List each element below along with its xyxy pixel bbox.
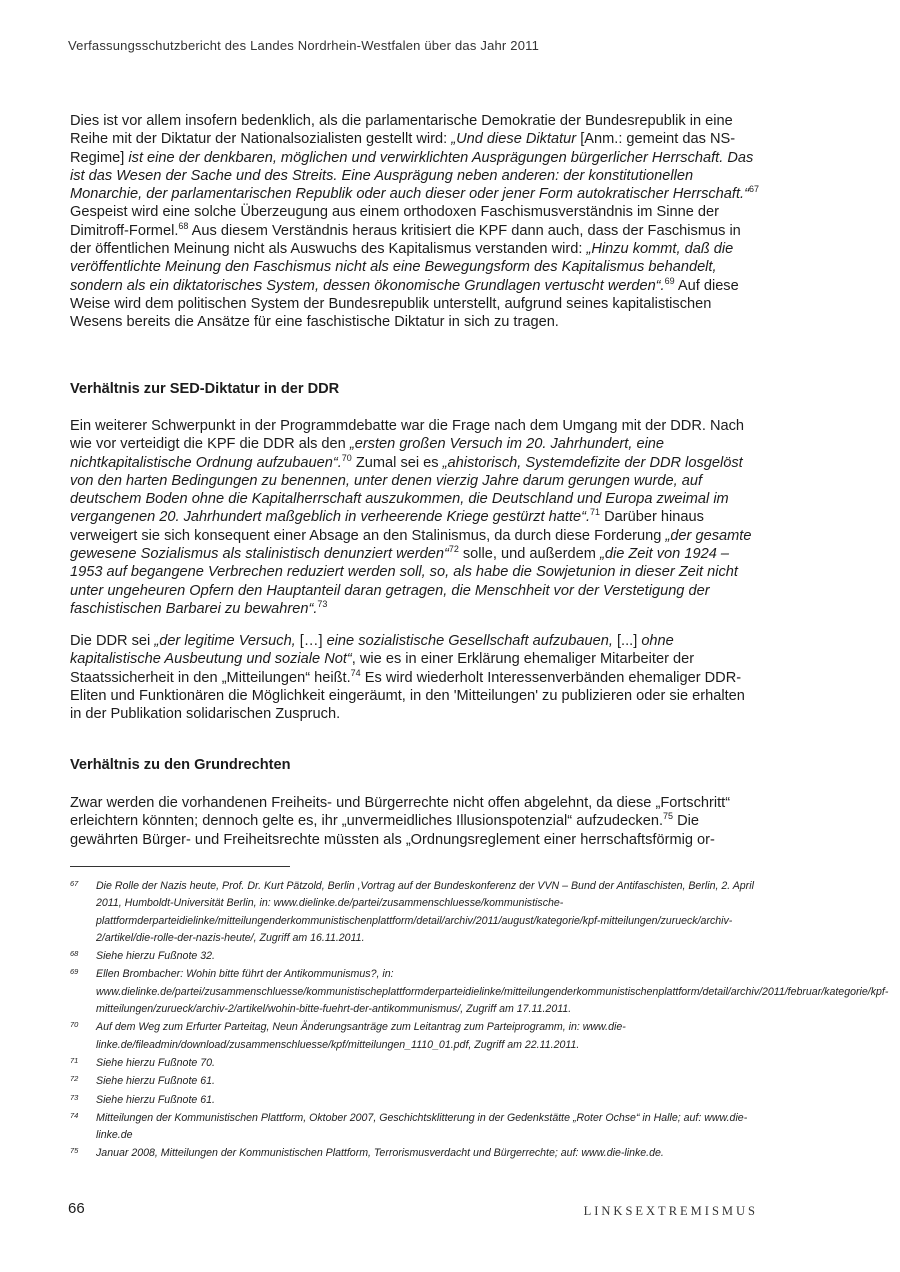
footnote-number: 67 (70, 879, 79, 888)
footnote-text: Die Rolle der Nazis heute, Prof. Dr. Kurt Pätzold, Berlin ,Vortrag auf der Bundeskonferenz der VVN – Bund der Antifaschisten, Berlin, 2. April 2011, Humboldt-Universität Berlin, in: www.dielinke.de/partei/zusammenschluesse/kommunistische-plattformderparteidielinke/mitteilungenderkommunistischenplattform/detail/archiv/2011/august/kategorie/kpf-mitteilungen/zurueck/archiv-2/artikel/die-rolle-der-nazis-heute/, Zugriff am 16.11.2011. (96, 880, 754, 944)
quote-run: „ahistorisch, Systemdefizite der DDR losgelöst von den harten Bedingungen zu benennen, unter denen vierzig Jahre darum gerungen wurde, auf deutschem Boden ohne die Kapitalherrschaft auszukommen, die Deutschland und Europa zweimal im vergangenen 20. Jahrhundert maßgeblich in verheerende Kriege gestürzt hatte“. (70, 454, 743, 526)
text-run: Gespeist wird eine solche Überzeugung aus einem orthodoxen Faschismusverständnis im Sinne der Dimitroff-Formel. (70, 204, 719, 239)
footnote-ref: 70 (341, 452, 352, 463)
quote-run: „die Zeit von 1924 – 1953 auf begangene Verbrechen reduziert werden soll, so, als habe die Sowjetunion in dieser Zeit nicht unter ungeheuren Opfern den Hauptanteil daran getragen, die Menschheit vor der Verstetigung der faschistischen Barbarei zu bewahren“. (70, 546, 738, 617)
text-run: Zumal sei es (351, 454, 443, 471)
footnote-ref: 72 (448, 544, 459, 555)
text-run: Ein weiterer Schwerpunkt in der Programmdebatte war die Frage nach dem Umgang mit der DDR. Nach wie vor verteidigt die KPF die DDR als den (70, 418, 745, 453)
footnote-number: 68 (70, 949, 79, 959)
footnote-text: Siehe hierzu Fußnote 61. (96, 1075, 215, 1088)
footnote-text: Ellen Brombacher: Wohin bitte führt der Antikommunismus?, in: www.dielinke.de/partei/zusammenschluesse/kommunistischeplattformderparteidielinke/mitteilungenderkommunistischenplattform/detail/archiv/2011/februar/kategorie/kpf-mitteilungen/zurueck/archiv-2/artikel/wohin-bitte-fuehrt-der-antikommunismus/, Zugriff am 17.11.2011. (96, 968, 889, 1016)
footnote (70, 1019, 760, 1054)
text-run: [Anm.: gemeint das NS-Regime] (70, 131, 736, 166)
footnote-divider (70, 866, 290, 867)
footnote (70, 878, 760, 947)
text-run: […] (299, 633, 327, 649)
footnote-text: Siehe hierzu Fußnote 61. (96, 1093, 215, 1106)
footnote-text: Mitteilungen der Kommunistischen Plattform, Oktober 2007, Geschichtsklitterung in der Gedenkstätte „Roter Ochse“ in Halle; auf: www.die-linke.de (96, 1111, 748, 1142)
text-run: Die DDR sei (70, 633, 155, 649)
footnote-text: Siehe hierzu Fußnote 32. (96, 950, 215, 963)
footnote-text: Siehe hierzu Fußnote 70. (96, 1056, 215, 1069)
footnote-text: Januar 2008, Mitteilungen der Kommunistischen Plattform, Terrorismusverdacht und Bürgerrechte; auf: www.die-linke.de. (96, 1147, 664, 1160)
footnote-ref: 74 (350, 667, 361, 678)
text-run: solle, und außerdem (458, 546, 600, 563)
quote-run: „der gesamte gewesene Sozialismus als stalinistisch denunziert werden“ (70, 527, 752, 563)
quote-run: eine sozialistische Gesellschaft aufzubauen, (326, 633, 617, 649)
footnote-ref: 75 (663, 811, 674, 822)
footnote-number: 73 (70, 1092, 79, 1102)
footnote-number: 74 (70, 1110, 79, 1120)
footnote (70, 1110, 760, 1145)
quote-run: „der legitime Versuch, (154, 633, 300, 649)
quote-run: ist eine der denkbaren, möglichen und verwirklichten Ausprägungen bürgerlicher Herrschaft. Das ist das Wesen der Sache und des Streits. Eine Ausprägung neben anderen: der konstitutionellen Monarchie, der parlamentarischen Republik oder auch dieser oder jener Form autokratischer Herrschaft.“ (70, 149, 754, 203)
footnote-list (70, 878, 889, 1164)
footnote (70, 966, 889, 1018)
text-run: Auf diese Weise wird dem politischen System der Bundesrepublik unterstellt, aufgrund seines kapitalistischen Wesens bereits die Ansätze für eine faschistische Diktatur in sich zu tragen. (70, 277, 739, 331)
quote-run: „Und diese Diktatur (451, 131, 581, 148)
footnote (70, 1055, 760, 1072)
paragraph (70, 632, 760, 723)
page-number: 66 (68, 1200, 85, 1217)
section-label: LINKSEXTREMISMUS (583, 1204, 758, 1218)
text-run: Die gewährten Bürger- und Freiheitsrechte müssten als „Ordnungsreglement einer herrschaftsförmig or- (70, 813, 715, 848)
footnote-number: 71 (70, 1055, 79, 1065)
footnote (70, 1145, 760, 1162)
footnote-ref: 67 (748, 184, 759, 195)
quote-run: „Hinzu kommt, daß die veröffentlichte Meinung den Faschismus nicht als eine Bewegungsform des Kapitalismus behandelt, sondern als ein diktatorisches System, dessen ökonomische Grundlagen vertuscht werden“. (70, 241, 734, 294)
text-run: Dies ist vor allem insofern bedenklich, als die parlamentarische Demokratie der Bundesrepublik in eine Reihe mit der Diktatur der Nationalsozialisten gestellt wird: (70, 113, 733, 148)
text-run: Es wird wiederholt Interessenverbänden ehemaliger DDR-Eliten und Funktionären die Möglichkeit eingeräumt, in den 'Mitteilungen' zu publizieren oder sie erhalten in der Publikation solidarischen Zuspruch. (70, 669, 745, 723)
text-run: [...] (616, 633, 642, 649)
footnote-number: 69 (70, 967, 79, 977)
quote-run: ohne kapitalistische Ausbeutung und soziale Not“ (70, 633, 674, 668)
footnote-text: Auf dem Weg zum Erfurter Parteitag, Neun Änderungsanträge zum Leitantrag zum Parteiprogramm, in: www.die-linke.de/fileadmin/download/zusammenschluesse/kpf/mitteilungen_1110_01.pdf, Zugriff am 22.11.2011. (96, 1021, 626, 1051)
footnote-ref: 68 (178, 220, 189, 231)
paragraph (70, 417, 760, 618)
quote-run: „ersten großen Versuch im 20. Jahrhundert, eine nichtkapitalistische Ordnung aufzubauen“. (70, 436, 665, 471)
text-run: Aus diesem Verständnis heraus kritisiert die KPF dann auch, dass der Faschismus in der öffentlichen Meinung nicht als Auswuchs des Kapitalismus verstanden wird: (70, 222, 741, 258)
footnote-ref: 69 (664, 275, 675, 286)
text-run: , wie es in einer Erklärung ehemaliger Mitarbeiter der Staatssicherheit in den „Mitteilungen“ heißt. (70, 651, 695, 686)
text-run: Darüber hinaus verweigert sie sich konsequent einer Absage an den Stalinismus, da durch diese Forderung (70, 509, 704, 544)
section-heading: Verhältnis zu den Grundrechten (70, 757, 291, 773)
footnote-number: 75 (70, 1146, 79, 1156)
footnote (70, 948, 760, 965)
paragraph (70, 794, 760, 849)
footnote-number: 70 (70, 1020, 79, 1030)
paragraph (70, 112, 760, 332)
footnote-ref: 73 (317, 599, 328, 610)
footnote-ref: 71 (590, 507, 601, 518)
section-heading: Verhältnis zur SED-Diktatur in der DDR (70, 381, 340, 397)
text-run: Zwar werden die vorhandenen Freiheits- und Bürgerrechte nicht offen abgelehnt, da diese „Fortschritt“ erleichtern könnten; dennoch gelte es, ihr „unvermeidliches Illusionspotenzial“ aufzudecken. (70, 795, 731, 830)
running-header: Verfassungsschutzbericht des Landes Nordrhein-Westfalen über das Jahr 2011 (68, 38, 540, 53)
footnote (70, 1092, 760, 1109)
footnote-number: 72 (70, 1074, 79, 1084)
footnote (70, 1073, 760, 1090)
